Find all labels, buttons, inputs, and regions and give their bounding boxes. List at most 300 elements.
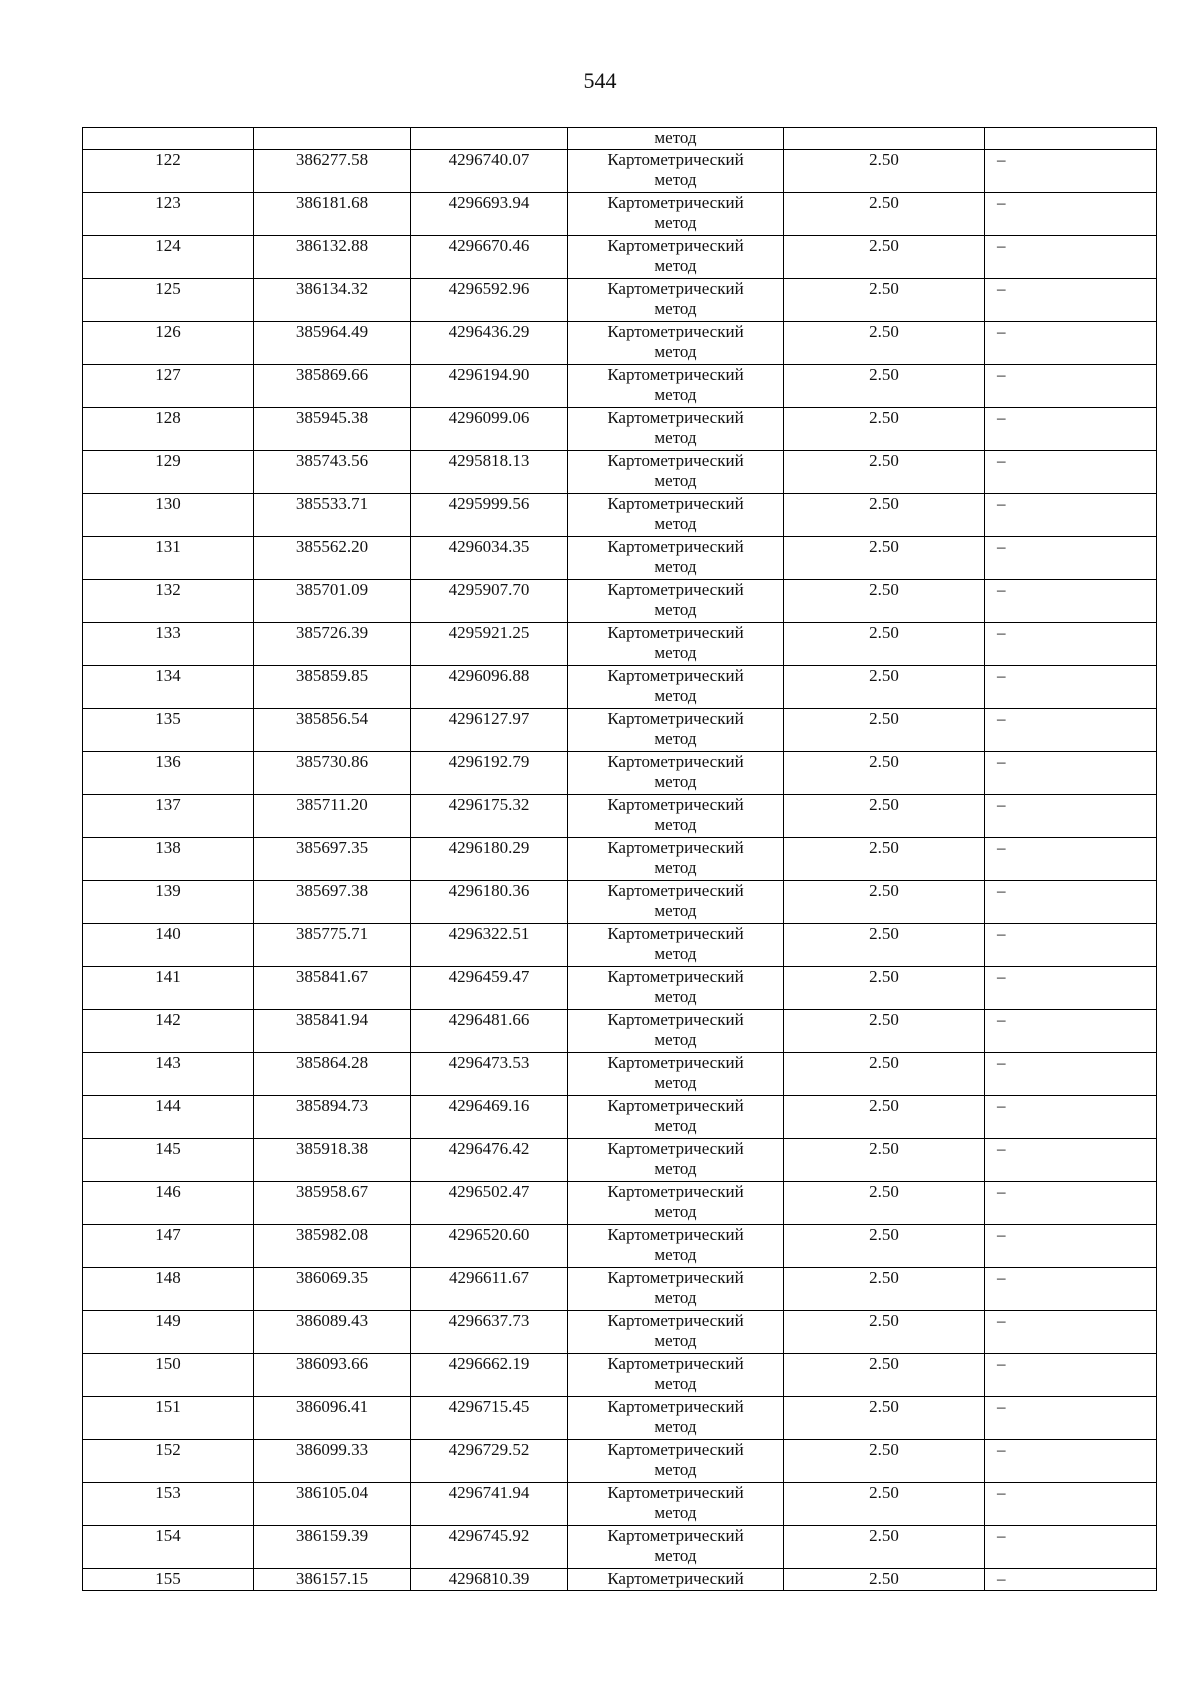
method-line1: Картометрический bbox=[607, 494, 744, 513]
method-line1: Картометрический bbox=[607, 795, 744, 814]
method-line1: Картометрический bbox=[607, 1268, 744, 1287]
method-line2: метод bbox=[654, 1460, 697, 1479]
x-coordinate-cell: 385562.20 bbox=[254, 537, 411, 580]
page-number: 544 bbox=[583, 68, 617, 93]
precision-cell: 2.50 bbox=[784, 1139, 985, 1182]
precision-cell: 2.50 bbox=[784, 322, 985, 365]
method-line2: метод bbox=[654, 213, 697, 232]
precision-cell: 2.50 bbox=[784, 150, 985, 193]
description-cell: – bbox=[985, 881, 1157, 924]
description-cell: – bbox=[985, 322, 1157, 365]
method-line1: Картометрический bbox=[607, 451, 744, 470]
precision-cell: 2.50 bbox=[784, 1569, 985, 1591]
table-row bbox=[83, 709, 1157, 752]
y-coordinate-cell: 4296180.29 bbox=[411, 838, 568, 881]
table-row bbox=[83, 1182, 1157, 1225]
method-line1: Картометрический bbox=[607, 1010, 744, 1029]
precision-cell: 2.50 bbox=[784, 408, 985, 451]
method-line1: Картометрический bbox=[607, 580, 744, 599]
method-line1: Картометрический bbox=[607, 924, 744, 943]
point-number-cell: 130 bbox=[83, 494, 254, 537]
table-row bbox=[83, 881, 1157, 924]
x-coordinate-cell: 385701.09 bbox=[254, 580, 411, 623]
method-line2: метод bbox=[654, 729, 697, 748]
table-row bbox=[83, 322, 1157, 365]
method-cell bbox=[568, 408, 784, 451]
x-coordinate-cell: 385918.38 bbox=[254, 1139, 411, 1182]
method-line1: Картометрический bbox=[607, 408, 744, 427]
point-number-cell: 153 bbox=[83, 1483, 254, 1526]
method-line2: метод bbox=[654, 1159, 697, 1178]
table-row bbox=[83, 580, 1157, 623]
x-coordinate-cell: 386181.68 bbox=[254, 193, 411, 236]
description-cell: – bbox=[985, 1268, 1157, 1311]
method-cell bbox=[568, 1139, 784, 1182]
point-number-cell: 132 bbox=[83, 580, 254, 623]
point-number-cell: 127 bbox=[83, 365, 254, 408]
method-cell bbox=[568, 623, 784, 666]
description-cell: – bbox=[985, 1225, 1157, 1268]
y-coordinate-cell: 4296459.47 bbox=[411, 967, 568, 1010]
table-row bbox=[83, 1354, 1157, 1397]
x-coordinate-cell: 385856.54 bbox=[254, 709, 411, 752]
y-coordinate-cell: 4296476.42 bbox=[411, 1139, 568, 1182]
method-cell bbox=[568, 1225, 784, 1268]
method-line1: Картометрический bbox=[607, 1526, 744, 1545]
y-coordinate-cell: 4296637.73 bbox=[411, 1311, 568, 1354]
method-cell bbox=[568, 580, 784, 623]
precision-cell: 2.50 bbox=[784, 752, 985, 795]
method-line1: Картометрический bbox=[607, 967, 744, 986]
precision-cell: 2.50 bbox=[784, 1053, 985, 1096]
precision-cell: 2.50 bbox=[784, 1526, 985, 1569]
point-number-cell: 143 bbox=[83, 1053, 254, 1096]
description-cell: – bbox=[985, 666, 1157, 709]
description-cell: – bbox=[985, 709, 1157, 752]
method-line2: метод bbox=[654, 600, 697, 619]
description-cell: – bbox=[985, 1311, 1157, 1354]
description-cell: – bbox=[985, 1526, 1157, 1569]
method-cell bbox=[568, 881, 784, 924]
x-coordinate-cell: 386157.15 bbox=[254, 1569, 411, 1591]
method-line1: Картометрический bbox=[607, 1397, 744, 1416]
y-coordinate-cell: 4296810.39 bbox=[411, 1569, 568, 1591]
point-number-cell: 141 bbox=[83, 967, 254, 1010]
method-line1: Картометрический bbox=[607, 236, 744, 255]
precision-cell: 2.50 bbox=[784, 967, 985, 1010]
method-line2: метод bbox=[654, 1116, 697, 1135]
table-row bbox=[83, 279, 1157, 322]
method-line1: Картометрический bbox=[607, 537, 744, 556]
method-line2: метод bbox=[654, 1245, 697, 1264]
method-cell bbox=[568, 150, 784, 193]
y-coordinate-cell: 4296745.92 bbox=[411, 1526, 568, 1569]
x-coordinate-cell: 385859.85 bbox=[254, 666, 411, 709]
y-coordinate-cell: 4296436.29 bbox=[411, 322, 568, 365]
table-row bbox=[83, 1010, 1157, 1053]
x-coordinate-cell: 386093.66 bbox=[254, 1354, 411, 1397]
description-cell: – bbox=[985, 365, 1157, 408]
table-row bbox=[83, 1096, 1157, 1139]
method-cell bbox=[568, 537, 784, 580]
method-line2: метод bbox=[654, 686, 697, 705]
x-coordinate-cell: 385730.86 bbox=[254, 752, 411, 795]
x-coordinate-cell: 385864.28 bbox=[254, 1053, 411, 1096]
table-row bbox=[83, 1397, 1157, 1440]
method-cell bbox=[568, 1010, 784, 1053]
description-cell: – bbox=[985, 1354, 1157, 1397]
description-cell: – bbox=[985, 580, 1157, 623]
point-number-cell: 129 bbox=[83, 451, 254, 494]
method-line2: метод bbox=[654, 643, 697, 662]
method-line2: метод bbox=[654, 987, 697, 1006]
table-row bbox=[83, 408, 1157, 451]
x-coordinate-cell: 385894.73 bbox=[254, 1096, 411, 1139]
description-cell: – bbox=[985, 150, 1157, 193]
x-coordinate-cell: 386069.35 bbox=[254, 1268, 411, 1311]
method-line2: метод bbox=[654, 557, 697, 576]
description-cell: – bbox=[985, 838, 1157, 881]
table-row bbox=[83, 236, 1157, 279]
table-row bbox=[83, 451, 1157, 494]
method-line1: Картометрический bbox=[607, 1354, 744, 1373]
precision-cell: 2.50 bbox=[784, 537, 985, 580]
method-cell bbox=[568, 709, 784, 752]
method-cell bbox=[568, 193, 784, 236]
method-line2: метод bbox=[654, 901, 697, 920]
method-line2: метод bbox=[654, 944, 697, 963]
table-row bbox=[83, 150, 1157, 193]
method-cell bbox=[568, 666, 784, 709]
description-cell: – bbox=[985, 1397, 1157, 1440]
description-cell: – bbox=[985, 193, 1157, 236]
method-cell bbox=[568, 1182, 784, 1225]
table-row bbox=[83, 1440, 1157, 1483]
description-cell: – bbox=[985, 279, 1157, 322]
precision-cell: 2.50 bbox=[784, 1268, 985, 1311]
y-coordinate-cell: 4295907.70 bbox=[411, 580, 568, 623]
method-cell bbox=[568, 838, 784, 881]
point-number-cell: 124 bbox=[83, 236, 254, 279]
point-number-cell: 137 bbox=[83, 795, 254, 838]
x-coordinate-cell: 385775.71 bbox=[254, 924, 411, 967]
description-cell: – bbox=[985, 924, 1157, 967]
point-number-cell: 134 bbox=[83, 666, 254, 709]
x-coordinate-cell: 385982.08 bbox=[254, 1225, 411, 1268]
precision-cell: 2.50 bbox=[784, 1010, 985, 1053]
y-coordinate-cell: 4296502.47 bbox=[411, 1182, 568, 1225]
description-cell: – bbox=[985, 1096, 1157, 1139]
method-line2: метод bbox=[654, 1073, 697, 1092]
precision-cell: 2.50 bbox=[784, 1225, 985, 1268]
precision-cell: 2.50 bbox=[784, 1096, 985, 1139]
method-line1: Картометрический bbox=[607, 1440, 744, 1459]
table-row bbox=[83, 623, 1157, 666]
method-line1: Картометрический bbox=[607, 752, 744, 771]
method-line2: метод bbox=[654, 1331, 697, 1350]
precision-cell: 2.50 bbox=[784, 193, 985, 236]
method-line1: Картометрический bbox=[607, 1311, 744, 1330]
precision-cell: 2.50 bbox=[784, 279, 985, 322]
method-line2: метод bbox=[654, 342, 697, 361]
description-cell: – bbox=[985, 1569, 1157, 1591]
method-cell: Картометрический bbox=[568, 1569, 784, 1591]
precision-cell: 2.50 bbox=[784, 1483, 985, 1526]
y-coordinate-cell: 4296096.88 bbox=[411, 666, 568, 709]
x-coordinate-cell: 385841.94 bbox=[254, 1010, 411, 1053]
description-cell: – bbox=[985, 1483, 1157, 1526]
x-coordinate-cell: 385697.38 bbox=[254, 881, 411, 924]
y-coordinate-cell: 4296099.06 bbox=[411, 408, 568, 451]
y-coordinate-cell: 4296729.52 bbox=[411, 1440, 568, 1483]
table-row bbox=[83, 967, 1157, 1010]
method-line1: Картометрический bbox=[607, 365, 744, 384]
point-number-cell: 136 bbox=[83, 752, 254, 795]
point-number-cell: 122 bbox=[83, 150, 254, 193]
method-cell bbox=[568, 1483, 784, 1526]
x-coordinate-cell: 386096.41 bbox=[254, 1397, 411, 1440]
method-cell bbox=[568, 924, 784, 967]
x-coordinate-cell: 385869.66 bbox=[254, 365, 411, 408]
y-coordinate-cell: 4295999.56 bbox=[411, 494, 568, 537]
method-line1: Картометрический bbox=[607, 1139, 744, 1158]
description-cell: – bbox=[985, 451, 1157, 494]
method-cell bbox=[568, 1526, 784, 1569]
point-number-cell: 125 bbox=[83, 279, 254, 322]
point-number-cell: 128 bbox=[83, 408, 254, 451]
y-coordinate-cell: 4296322.51 bbox=[411, 924, 568, 967]
y-coordinate-cell: 4295921.25 bbox=[411, 623, 568, 666]
table-row bbox=[83, 924, 1157, 967]
table-row bbox=[83, 838, 1157, 881]
method-line1: Картометрический bbox=[607, 193, 744, 212]
y-coordinate-cell: 4295818.13 bbox=[411, 451, 568, 494]
point-number-cell: 123 bbox=[83, 193, 254, 236]
table-row bbox=[83, 752, 1157, 795]
y-coordinate-cell: 4296192.79 bbox=[411, 752, 568, 795]
description-cell: – bbox=[985, 537, 1157, 580]
method-line1: Картометрический bbox=[607, 666, 744, 685]
continued-row bbox=[83, 128, 1157, 150]
method-line2: метод bbox=[654, 858, 697, 877]
table-row bbox=[83, 666, 1157, 709]
precision-cell: 2.50 bbox=[784, 709, 985, 752]
x-coordinate-cell: 386134.32 bbox=[254, 279, 411, 322]
method-line1: Картометрический bbox=[607, 1182, 744, 1201]
precision-cell: 2.50 bbox=[784, 1440, 985, 1483]
method-cell bbox=[568, 1397, 784, 1440]
method-line2: метод bbox=[654, 1030, 697, 1049]
method-cell bbox=[568, 1096, 784, 1139]
description-cell: – bbox=[985, 752, 1157, 795]
precision-cell: 2.50 bbox=[784, 580, 985, 623]
x-coordinate-cell: 385711.20 bbox=[254, 795, 411, 838]
y-coordinate-cell: 4296180.36 bbox=[411, 881, 568, 924]
y-coordinate-cell: 4296670.46 bbox=[411, 236, 568, 279]
precision-cell: 2.50 bbox=[784, 666, 985, 709]
method-cell bbox=[568, 236, 784, 279]
x-coordinate-cell: 385726.39 bbox=[254, 623, 411, 666]
x-coordinate-cell: 385964.49 bbox=[254, 322, 411, 365]
point-number-cell: 148 bbox=[83, 1268, 254, 1311]
method-cell bbox=[568, 1268, 784, 1311]
description-cell: – bbox=[985, 623, 1157, 666]
y-coordinate-cell: 4296741.94 bbox=[411, 1483, 568, 1526]
method-line2: метод bbox=[654, 428, 697, 447]
method-line1: Картометрический bbox=[607, 623, 744, 642]
precision-cell: 2.50 bbox=[784, 1354, 985, 1397]
y-coordinate-cell: 4296592.96 bbox=[411, 279, 568, 322]
point-number-cell: 152 bbox=[83, 1440, 254, 1483]
x-coordinate-cell: 385533.71 bbox=[254, 494, 411, 537]
y-coordinate-cell: 4296175.32 bbox=[411, 795, 568, 838]
method-line2: метод bbox=[654, 170, 697, 189]
y-coordinate-cell: 4296520.60 bbox=[411, 1225, 568, 1268]
description-cell: – bbox=[985, 967, 1157, 1010]
description-cell: – bbox=[985, 236, 1157, 279]
precision-cell: 2.50 bbox=[784, 494, 985, 537]
method-line2: метод bbox=[654, 1374, 697, 1393]
description-cell: – bbox=[985, 1053, 1157, 1096]
y-coordinate-cell: 4296127.97 bbox=[411, 709, 568, 752]
x-coordinate-cell: 385945.38 bbox=[254, 408, 411, 451]
table-row bbox=[83, 1139, 1157, 1182]
method-cell bbox=[568, 365, 784, 408]
y-coordinate-cell: 4296693.94 bbox=[411, 193, 568, 236]
method-line1: Картометрический bbox=[607, 150, 744, 169]
precision-cell: 2.50 bbox=[784, 451, 985, 494]
precision-cell: 2.50 bbox=[784, 1311, 985, 1354]
method-line1: Картометрический bbox=[607, 1053, 744, 1072]
method-cell bbox=[568, 451, 784, 494]
x-coordinate-cell: 386089.43 bbox=[254, 1311, 411, 1354]
method-line2: метод bbox=[654, 1288, 697, 1307]
description-cell: – bbox=[985, 1440, 1157, 1483]
description-cell: – bbox=[985, 1010, 1157, 1053]
description-cell: – bbox=[985, 1182, 1157, 1225]
point-number-cell: 131 bbox=[83, 537, 254, 580]
table-row bbox=[83, 365, 1157, 408]
x-coordinate-cell: 386159.39 bbox=[254, 1526, 411, 1569]
x-coordinate-cell: 386105.04 bbox=[254, 1483, 411, 1526]
point-number-cell: 126 bbox=[83, 322, 254, 365]
table-row bbox=[83, 494, 1157, 537]
table-row bbox=[83, 537, 1157, 580]
point-number-cell: 145 bbox=[83, 1139, 254, 1182]
point-number-cell: 149 bbox=[83, 1311, 254, 1354]
table-row bbox=[83, 1225, 1157, 1268]
method-cell bbox=[568, 1354, 784, 1397]
table-row bbox=[83, 1268, 1157, 1311]
point-number-cell: 144 bbox=[83, 1096, 254, 1139]
method-cell bbox=[568, 494, 784, 537]
table-row bbox=[83, 1311, 1157, 1354]
description-cell: – bbox=[985, 408, 1157, 451]
point-number-cell: 151 bbox=[83, 1397, 254, 1440]
method-line2: метод bbox=[654, 299, 697, 318]
method-line1: Картометрический bbox=[607, 881, 744, 900]
precision-cell: 2.50 bbox=[784, 924, 985, 967]
x-coordinate-cell: 386099.33 bbox=[254, 1440, 411, 1483]
y-coordinate-cell: 4296473.53 bbox=[411, 1053, 568, 1096]
precision-cell: 2.50 bbox=[784, 795, 985, 838]
method-cell bbox=[568, 752, 784, 795]
description-cell: – bbox=[985, 795, 1157, 838]
table-row bbox=[83, 1569, 1157, 1591]
point-number-cell: 138 bbox=[83, 838, 254, 881]
x-coordinate-cell: 385697.35 bbox=[254, 838, 411, 881]
point-number-cell: 135 bbox=[83, 709, 254, 752]
y-coordinate-cell: 4296611.67 bbox=[411, 1268, 568, 1311]
table-row bbox=[83, 795, 1157, 838]
method-line1: Картометрический bbox=[607, 1483, 744, 1502]
continued-method-cell: метод bbox=[568, 128, 784, 150]
precision-cell: 2.50 bbox=[784, 236, 985, 279]
method-cell bbox=[568, 322, 784, 365]
method-line2: метод bbox=[654, 514, 697, 533]
point-number-cell: 146 bbox=[83, 1182, 254, 1225]
x-coordinate-cell: 386132.88 bbox=[254, 236, 411, 279]
method-line1: Картометрический bbox=[607, 838, 744, 857]
method-line2: метод bbox=[654, 471, 697, 490]
method-cell bbox=[568, 279, 784, 322]
point-number-cell: 140 bbox=[83, 924, 254, 967]
y-coordinate-cell: 4296481.66 bbox=[411, 1010, 568, 1053]
point-number-cell: 155 bbox=[83, 1569, 254, 1591]
point-number-cell: 147 bbox=[83, 1225, 254, 1268]
precision-cell: 2.50 bbox=[784, 838, 985, 881]
table-row bbox=[83, 1483, 1157, 1526]
method-cell bbox=[568, 967, 784, 1010]
table-row bbox=[83, 1526, 1157, 1569]
table-row bbox=[83, 1053, 1157, 1096]
precision-cell: 2.50 bbox=[784, 623, 985, 666]
y-coordinate-cell: 4296715.45 bbox=[411, 1397, 568, 1440]
x-coordinate-cell: 385841.67 bbox=[254, 967, 411, 1010]
method-line2: метод bbox=[654, 1202, 697, 1221]
method-line2: метод bbox=[654, 1417, 697, 1436]
method-line1: Картометрический bbox=[607, 709, 744, 728]
point-number-cell: 142 bbox=[83, 1010, 254, 1053]
x-coordinate-cell: 386277.58 bbox=[254, 150, 411, 193]
method-line1: Картометрический bbox=[607, 1225, 744, 1244]
table-row bbox=[83, 193, 1157, 236]
precision-cell: 2.50 bbox=[784, 365, 985, 408]
y-coordinate-cell: 4296469.16 bbox=[411, 1096, 568, 1139]
method-line2: метод bbox=[654, 1546, 697, 1565]
method-cell bbox=[568, 1440, 784, 1483]
coordinates-table bbox=[82, 127, 1157, 1591]
precision-cell: 2.50 bbox=[784, 1182, 985, 1225]
description-cell: – bbox=[985, 494, 1157, 537]
x-coordinate-cell: 385743.56 bbox=[254, 451, 411, 494]
point-number-cell: 150 bbox=[83, 1354, 254, 1397]
method-line2: метод bbox=[654, 772, 697, 791]
point-number-cell: 154 bbox=[83, 1526, 254, 1569]
point-number-cell: 139 bbox=[83, 881, 254, 924]
precision-cell: 2.50 bbox=[784, 1397, 985, 1440]
y-coordinate-cell: 4296034.35 bbox=[411, 537, 568, 580]
y-coordinate-cell: 4296662.19 bbox=[411, 1354, 568, 1397]
method-line2: метод bbox=[654, 385, 697, 404]
point-number-cell: 133 bbox=[83, 623, 254, 666]
method-line1: Картометрический bbox=[607, 322, 744, 341]
x-coordinate-cell: 385958.67 bbox=[254, 1182, 411, 1225]
method-line2: метод bbox=[654, 815, 697, 834]
method-cell bbox=[568, 795, 784, 838]
y-coordinate-cell: 4296194.90 bbox=[411, 365, 568, 408]
method-line2: метод bbox=[654, 1503, 697, 1522]
